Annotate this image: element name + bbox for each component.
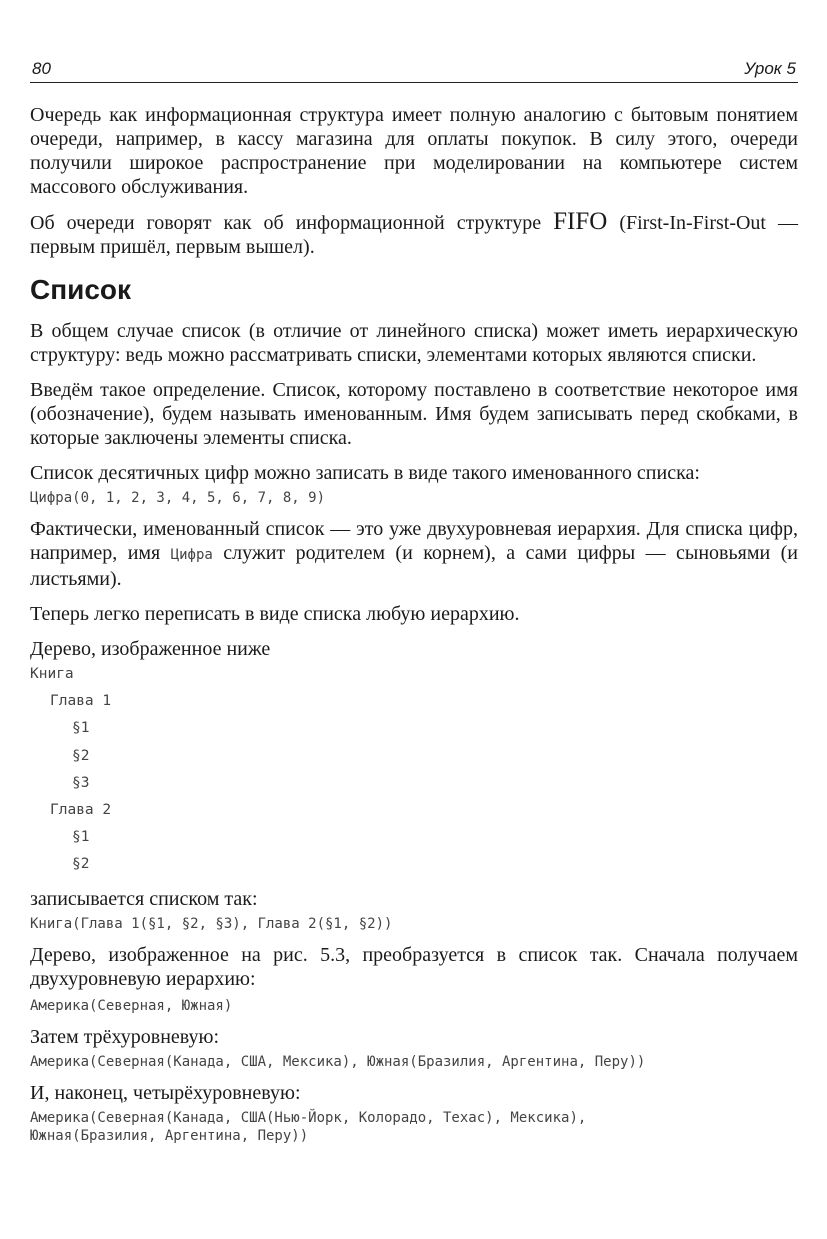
code-america-four-level xyxy=(30,1109,798,1145)
tree-node-paragraph: §2 xyxy=(72,747,90,764)
fifo-text-post: — первым пришёл, первым вышел). xyxy=(30,212,798,258)
code-america-two-level: Америка(Северная, Южная) xyxy=(30,997,233,1014)
paragraph-written-as-list: записывается списком так: xyxy=(30,887,258,910)
code-america-three-level: Америка(Северная(Канада, США, Мексика), Южная(Бразилия, Аргентина, Перу)) xyxy=(30,1053,646,1070)
paragraph-tree-below: Дерево, изображенное ниже xyxy=(30,638,271,660)
paragraph-two-level xyxy=(30,517,798,591)
tree-node-chapter: Глава 1 xyxy=(50,693,112,710)
tree-node-paragraph: §2 xyxy=(72,856,90,873)
section-title: Список xyxy=(30,274,132,305)
lesson-label: Урок 5 xyxy=(744,59,796,78)
two-level-pre: Фактически, именованный список — это уже двухуровневая иерархия. Для списка цифр, например, имя xyxy=(30,518,798,564)
tree-node-paragraph: §1 xyxy=(72,720,90,737)
code-line: Южная(Бразилия, Аргентина, Перу)) xyxy=(30,1127,309,1144)
code-line: Америка(Северная(Канада, США(Нью-Йорк, Колорадо, Техас), Мексика), xyxy=(30,1109,587,1126)
inline-code-digit: Цифра xyxy=(170,547,213,563)
paragraph-four-level: И, наконец, четырёхуровневую: xyxy=(30,1081,301,1104)
tree-node-chapter: Глава 2 xyxy=(50,801,112,818)
fifo-expansion: (First-In-First-Out xyxy=(607,212,766,234)
fifo-term: FIFO xyxy=(553,208,608,235)
paragraph-queue-analogy: Очередь как информационная структура имеет полную аналогию с бытовым понятием очереди, например, в кассу магазина для оплаты покупок. В силу этого, очереди получили широкое распространение при моделировании на компьютере систем массового обслуживания. xyxy=(30,104,798,198)
tree-node-paragraph: §1 xyxy=(72,829,90,846)
page-content xyxy=(30,103,798,1145)
code-digit-list: Цифра(0, 1, 2, 3, 4, 5, 6, 7, 8, 9) xyxy=(30,490,326,506)
paragraph-digit-list: Список десятичных цифр можно записать в виде такого именованного списка: xyxy=(30,462,700,484)
page-number: 80 xyxy=(32,59,51,78)
paragraph-three-level: Затем трёхуровневую: xyxy=(30,1025,220,1048)
tree-node-paragraph: §3 xyxy=(72,774,90,791)
fifo-text-pre: Об очереди говорят как об информационной структуре xyxy=(30,212,554,234)
running-header xyxy=(30,58,798,83)
code-book-list: Книга(Глава 1(§1, §2, §3), Глава 2(§1, §2)) xyxy=(30,915,393,932)
paragraph-named-list-definition: Введём такое определение. Список, которому поставлено в соответствие некоторое имя (обозначение), будем называть именованным. Имя будем записывать перед скобками, в которые заключены элементы списка. xyxy=(30,379,798,449)
paragraph-any-hierarchy: Теперь легко переписать в виде списка любую иерархию. xyxy=(30,603,520,625)
two-level-post: служит родителем (и корнем), а сами цифры — сыновьями (и листьями). xyxy=(30,542,798,590)
paragraph-fifo xyxy=(30,210,798,259)
paragraph-america-tree: Дерево, изображенное на рис. 5.3, преобразуется в список так. Сначала получаем двухуровневую иерархию: xyxy=(30,943,798,990)
tree-node-root: Книга xyxy=(30,666,74,682)
paragraph-hierarchical-list: В общем случае список (в отличие от линейного списка) может иметь иерархическую структуру: ведь можно рассматривать списки, элементами которых являются списки. xyxy=(30,320,798,366)
book-tree xyxy=(30,665,798,883)
